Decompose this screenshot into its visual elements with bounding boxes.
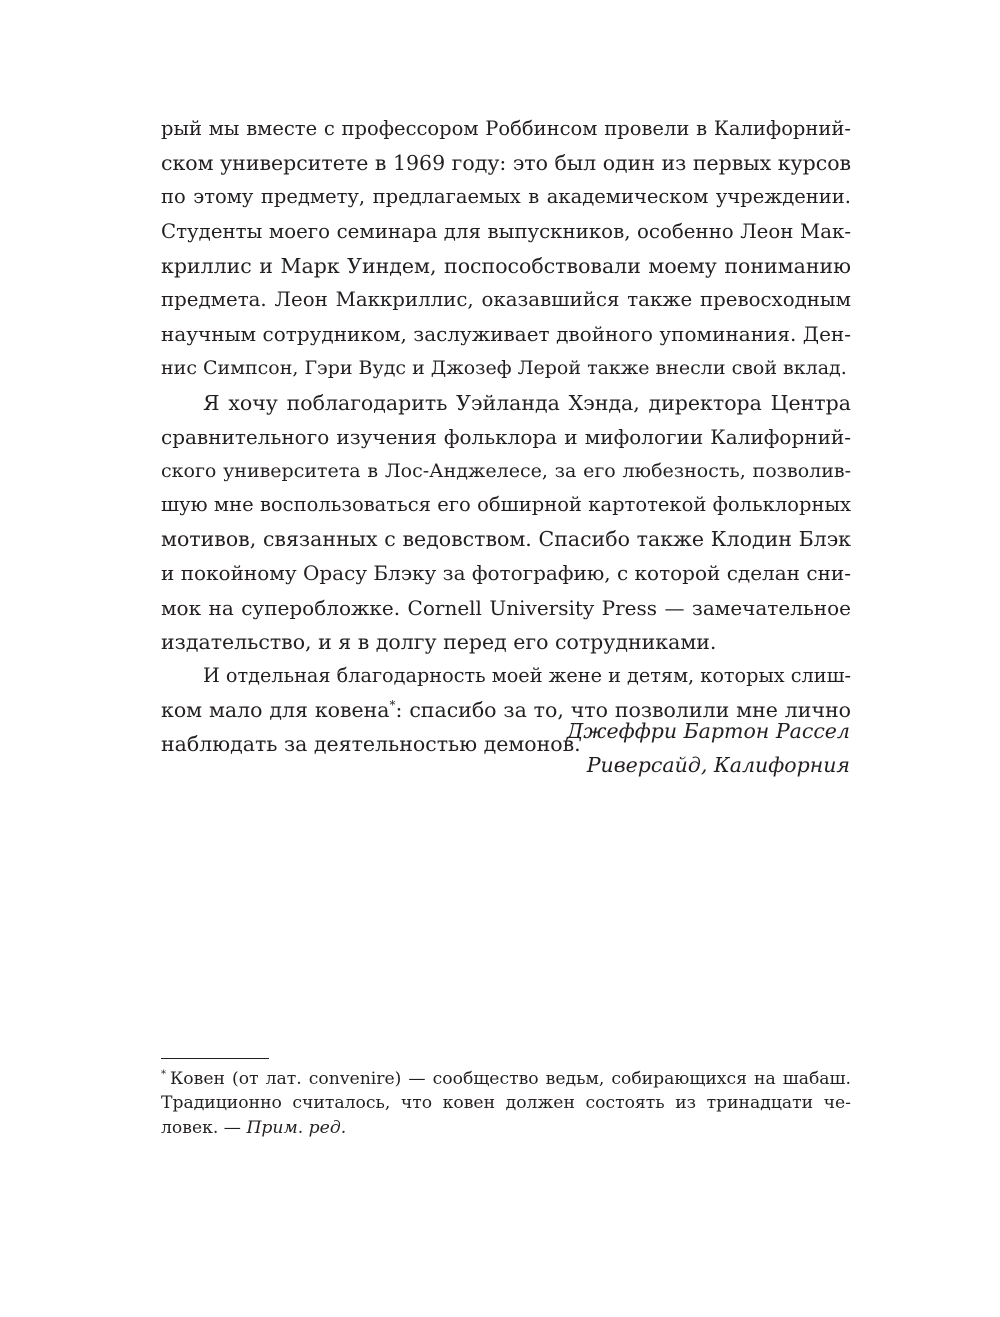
text-line: нис Симпсон, Гэри Вудс и Джозеф Лерой также внесли свой вклад.	[161, 357, 847, 380]
text-fragment: ком мало для ковена	[161, 698, 390, 723]
main-text	[161, 112, 851, 762]
paragraph	[161, 112, 851, 386]
footnote-reference: *	[389, 698, 396, 713]
footnote-line: Традиционно считалось, что ковен должен состоять из тринадцати че-	[161, 1093, 851, 1114]
text-line: мотивов, связанных с ведовством. Спасибо также Клодин Блэк	[161, 527, 851, 552]
footnote-divider	[161, 1058, 269, 1059]
signature-place: Риверсайд, Калифорния	[586, 753, 850, 777]
text-line: Студенты моего семинара для выпускников, особенно Леон Мак-	[161, 219, 851, 243]
text-line: ском университете в 1969 году: это был один из первых курсов	[161, 151, 852, 176]
text-line: криллис и Марк Уиндем, поспособствовали моему пониманию	[161, 253, 851, 278]
text-fragment: : спасибо за то, что позволили мне лично	[395, 698, 852, 723]
editor-note: Прим. ред.	[246, 1117, 347, 1138]
paragraph	[161, 386, 851, 660]
footnote	[161, 1067, 851, 1140]
text-line: рый мы вместе с профессором Роббинсом провели в Калифорний-	[161, 117, 851, 140]
text-line: Я хочу поблагодарить Уэйланда Хэнда, директора Центра	[203, 390, 851, 415]
text-line: сравнительного изучения фольклора и мифологии Калифорний-	[161, 424, 851, 449]
text-line: и покойному Орасу Блэку за фотографию, с которой сделан сни-	[161, 561, 851, 586]
text-line: предмета. Леон Маккриллис, оказавшийся также превосходным	[161, 287, 851, 311]
footnote-mark: *	[161, 1069, 166, 1080]
text-line: И отдельная благодарность моей жене и детям, которых слиш-	[203, 664, 852, 687]
text-line: научным сотрудником, заслуживает двойного упоминания. Ден-	[161, 322, 851, 347]
signature	[567, 714, 850, 782]
text-line: по этому предмету, предлагаемых в академическом учреждении.	[161, 185, 851, 209]
footnote-line	[161, 1116, 851, 1140]
footnote-text: ловек. —	[161, 1117, 247, 1138]
text-line: ского университета в Лос-Анджелесе, за его любезность, позволив-	[161, 459, 851, 482]
signature-author: Джеффри Бартон Рассел	[566, 719, 850, 743]
footnote-line	[161, 1067, 851, 1091]
text-line: шую мне воспользоваться его обширной картотекой фольклорных	[161, 493, 851, 517]
footnote-text: Ковен (от лат. convenire) — сообщество ведьм, собирающихся на шабаш.	[170, 1069, 851, 1089]
text-line: наблюдать за деятельностью демонов.	[161, 732, 581, 757]
text-line: издательство, и я в долгу перед его сотрудниками.	[161, 629, 717, 654]
text-line: мок на суперобложке. Cornell University Press — замечательное	[161, 595, 851, 620]
